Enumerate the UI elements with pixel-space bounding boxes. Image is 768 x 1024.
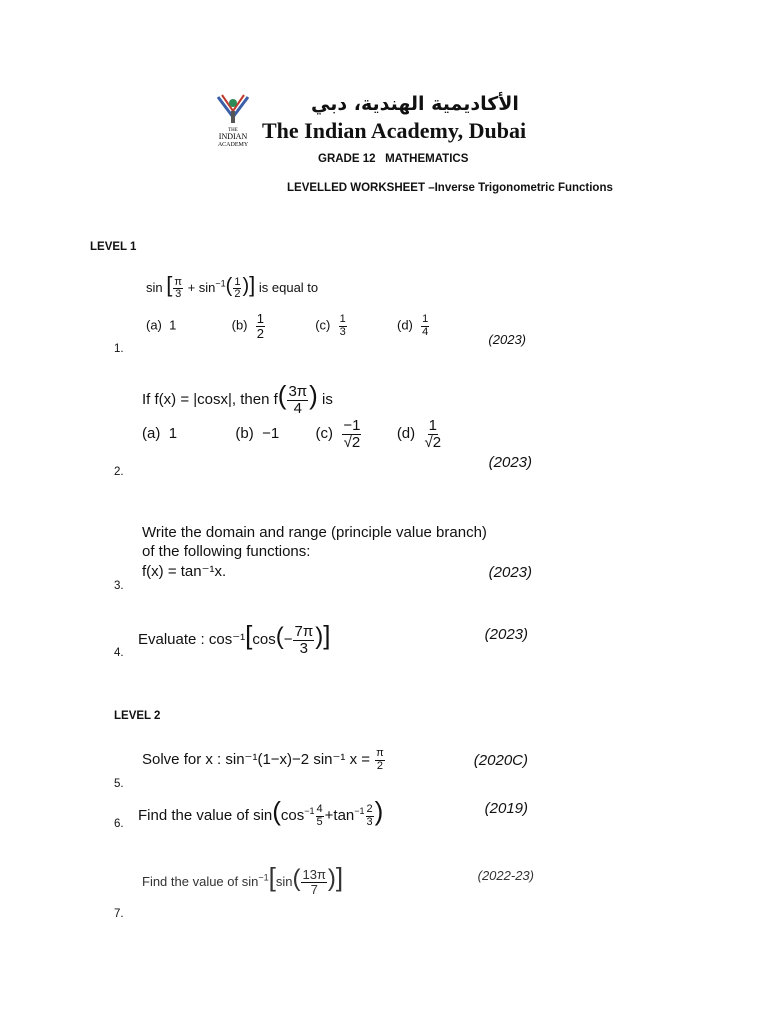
question-2-stem: If f(x) = |cosx|, then f( $\frac{3\pi}{4}$ ) is (142, 380, 333, 417)
question-1-options: (a) 1 (b) $\frac{1}{2}$ (c) $\frac{1}{3}$ (d) $\frac{1}{4}$ (146, 311, 429, 341)
question-6-stem: Find the value of $\sin(\cos^{-1}$ $\frac{4}{5}$ $+\tan^{-1}$ $\frac{2}{3}$ ) (138, 796, 384, 828)
question-number: 7. (114, 908, 124, 920)
question-6 (134, 788, 534, 834)
question-7 (138, 848, 540, 918)
question-1-year: (2023) (488, 332, 526, 347)
school-name: The Indian Academy, Dubai (262, 118, 527, 143)
grade-label: GRADE 12 MATHEMATICS (318, 153, 469, 165)
question-7-year: (2022-23) (477, 868, 534, 883)
question-5-year: (2020C) (473, 752, 528, 769)
question-2-year: (2023) (488, 454, 532, 471)
question-2-options: (a) 1 (b) −1 (c) $\frac{-1}{√2}$ (d) $\frac{1}{√2}$ (142, 417, 442, 451)
question-number: 5. (114, 778, 124, 790)
question-number: 3. (114, 580, 124, 592)
question-6-year: (2019) (484, 800, 528, 817)
question-3-year: (2023) (488, 564, 532, 581)
svg-text:INDIAN: INDIAN (218, 132, 248, 141)
svg-text:THE: THE (228, 128, 238, 133)
academy-logo (210, 93, 256, 151)
svg-text:ACADEMY: ACADEMY (217, 142, 249, 148)
question-3 (138, 520, 538, 594)
level-2-heading: LEVEL 2 (114, 710, 161, 722)
question-4 (134, 610, 534, 662)
question-1 (140, 266, 532, 352)
question-number: 1. (114, 343, 124, 355)
question-2 (138, 372, 538, 476)
question-5 (138, 738, 534, 786)
question-7-stem: Find the value of $\sin^{-1}[\sin$( $\frac{13\pi}{7}$ )] (142, 862, 344, 898)
question-number: 6. (114, 818, 124, 830)
arabic-school-name: الأكاديمية الهندية، دبي (311, 93, 519, 115)
question-4-year: (2023) (484, 626, 528, 643)
question-4-stem: Evaluate : cos⁻¹[cos(− $\frac{7\pi}{3}$ )] (138, 620, 331, 657)
question-number: 2. (114, 466, 124, 478)
question-3-line-1: Write the domain and range (principle value branch) (142, 524, 487, 541)
worksheet-title: LEVELLED WORKSHEET –Inverse Trigonometric Functions (287, 182, 613, 194)
question-3-line-2: of the following functions: (142, 543, 311, 560)
question-3-line-3: f(x) = tan⁻¹x. (142, 563, 227, 580)
level-1-heading: LEVEL 1 (90, 241, 137, 253)
question-5-stem: Solve for x : sin⁻¹(1−x)−2 sin⁻¹ x = $\frac{\pi}{2}$ (142, 747, 384, 772)
question-1-stem: sin [ $\frac{\pi}{3}$ + $\sin^{-1}$( $\frac{1}{2}$ )] is equal to (146, 272, 319, 301)
question-number: 4. (114, 647, 124, 659)
